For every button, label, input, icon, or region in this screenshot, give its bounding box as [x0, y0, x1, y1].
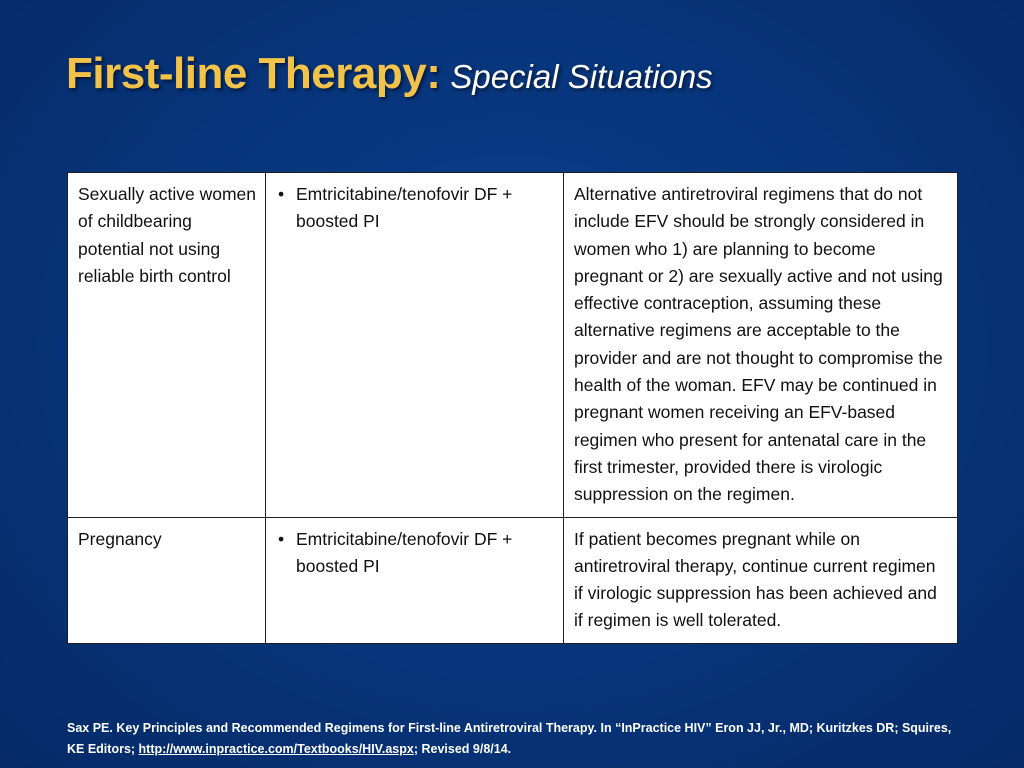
- regimen-cell: [266, 173, 564, 518]
- regimen-cell: [266, 517, 564, 643]
- citation-text: Sax PE. Key Principles and Recommended Regimens for First-line Antiretroviral Therapy. In “InPractice HIV” Eron JJ, Jr., MD; Kuritzkes DR; Squires, KE Editors;: [67, 721, 952, 756]
- title-subtitle: Special Situations: [450, 58, 713, 95]
- slide-title: [66, 49, 713, 98]
- bullet-icon: •: [278, 184, 285, 204]
- title-main: First-line Therapy:: [66, 49, 441, 98]
- table-row: [68, 173, 958, 518]
- situation-cell: Pregnancy: [68, 517, 266, 643]
- situation-cell: Sexually active women of childbearing potential not using reliable birth control: [68, 173, 266, 518]
- regimen-bullet-item: [276, 181, 554, 236]
- table-row: [68, 517, 958, 643]
- regimen-text: Emtricitabine/tenofovir DF + boosted PI: [296, 184, 513, 232]
- citation: [67, 718, 967, 760]
- bullet-icon: •: [278, 528, 285, 549]
- regimen-table: [67, 172, 958, 644]
- comment-cell: If patient becomes pregnant while on antiretroviral therapy, continue current regimen if virologic suppression has been achieved and if regimen is well tolerated.: [564, 517, 958, 643]
- citation-revised: ; Revised 9/8/14.: [413, 742, 512, 756]
- regimen-bullet-item: [276, 526, 554, 581]
- comment-cell: Alternative antiretroviral regimens that do not include EFV should be strongly considered in women who 1) are planning to become pregnant or 2) are sexually active and not using effective contraception, assuming these alternative regimens are acceptable to the provider and are not thought to compromise the health of the woman. EFV may be continued in pregnant women receiving an EFV-based regimen who present for antenatal care in the first trimester, provided there is virologic suppression on the regimen.: [564, 173, 958, 518]
- citation-link[interactable]: http://www.inpractice.com/Textbooks/HIV.aspx: [138, 742, 414, 756]
- regimen-text: Emtricitabine/tenofovir DF + boosted PI: [296, 528, 513, 576]
